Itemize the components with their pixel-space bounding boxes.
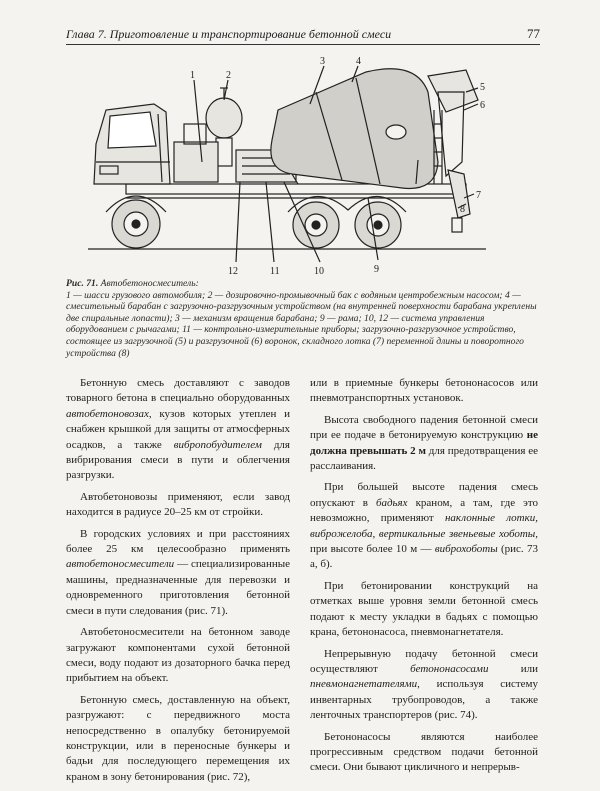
callout-3: 3 (320, 56, 325, 67)
paragraph: При бетонировании конструкций на отметках выше уровня земли бетонной смесь подают к месту укладки в бадьях с помощью крана, бетононасоса, пневмонагнетателя. (310, 579, 538, 639)
truck-mixer-figure (66, 52, 544, 292)
truck-mixer-drawing (66, 52, 544, 280)
paragraph: Бетонную смесь, доставленную на объект, разгружают: с передвижного моста непосредственно в опалубку бетонируемой конструкции, или в переносные бункеры и бадьи для последующего перемещения их краном в зону бетонирования (рис. 72), (66, 693, 290, 783)
paragraph: Бетононасосы являются наиболее прогрессивным средством подачи бетонной смеси. Они бывают цикличного и непрерыв- (310, 730, 538, 774)
callout-5: 5 (480, 82, 485, 93)
running-head (66, 26, 540, 45)
paragraph: Высота свободного падения бетонной смеси при ее подаче в бетонируемую конструкцию не должна превышать 2 м для предотвращения ее расслаивания. (310, 413, 538, 473)
callout-1: 1 (190, 70, 195, 81)
callout-4: 4 (356, 56, 361, 67)
paragraph: В городских условиях и при расстояниях более 25 км целесообразно применять автобетоносмесители — специализированные машины, предназначенные для перевозки и одновременного приготовления бетонной смеси в пути следования (рис. 71). (66, 527, 290, 617)
figure-caption (66, 278, 540, 359)
paragraph: Непрерывную подачу бетонной смеси осуществляют бетононасосами или пневмонагнетателями, используя систему инвентарных трубопроводов, а также ленточных транспортеров (рис. 74). (310, 647, 538, 722)
paragraph: Автобетоносмесители на бетонном заводе загружают компонентами сухой бетонной смеси, воду подают из дозаторного бачка перед прибытием на объект. (66, 626, 290, 685)
callout-2: 2 (226, 70, 231, 81)
page-number: 77 (527, 26, 540, 41)
callout-10: 10 (314, 266, 324, 277)
callout-12: 12 (228, 266, 238, 277)
callout-9: 9 (374, 264, 379, 275)
callout-6: 6 (480, 100, 485, 111)
paragraph: Автобетоновозы применяют, если завод находится в радиусе 20–25 км от стройки. (66, 490, 290, 519)
callout-11: 11 (270, 266, 280, 277)
callout-8: 8 (460, 204, 465, 215)
paragraph: При большей высоте падения смесь опускают в бадьях краном, а там, где это невозможно, применяют наклонные лотки, виброжелоба, вертикальные звеньевые хоботы, при высоте более 10 м — виброхоботы (рис. 73 а, б). (310, 481, 539, 571)
callout-7: 7 (476, 190, 481, 201)
chapter-title: Глава 7. Приготовление и транспортирование бетонной смеси (66, 27, 392, 41)
caption-label: Рис. 71. (66, 278, 99, 289)
left-column (66, 376, 290, 791)
paragraph: или в приемные бункеры бетононасосов или пневмотранспортных установок. (310, 377, 538, 405)
right-column (310, 376, 538, 782)
caption-body: 1 — шасси грузового автомобиля; 2 — дозировочно-промывочный бак с водяным центробежным насосом; 4 — смесительный барабан с загрузочно-разгрузочным устройством (на внутренней поверхности барабана укреплены две спиральные лопасти); 3 — механизм вращения барабана; 9 — рама; 10, 12 — система управления оборудованием с рычагами; 11 — контрольно-измерительные приборы; загрузочно-разгрузочное устройство, состоящее из загрузочной (5) и разгрузочной (6) воронок, складного лотка (7) переменной длины и поворотного устройства (8) (66, 289, 537, 359)
caption-title: Автобетоносмеситель: (100, 278, 199, 289)
paragraph: Бетонную смесь доставляют с заводов товарного бетона в специально оборудованных автобетоновозах, кузов которых утеплен и снабжен крышкой для защиты от атмосферных осадков, а также вибропобудителем для вибрирования смеси в пути и облегчения разгрузки. (66, 377, 290, 482)
